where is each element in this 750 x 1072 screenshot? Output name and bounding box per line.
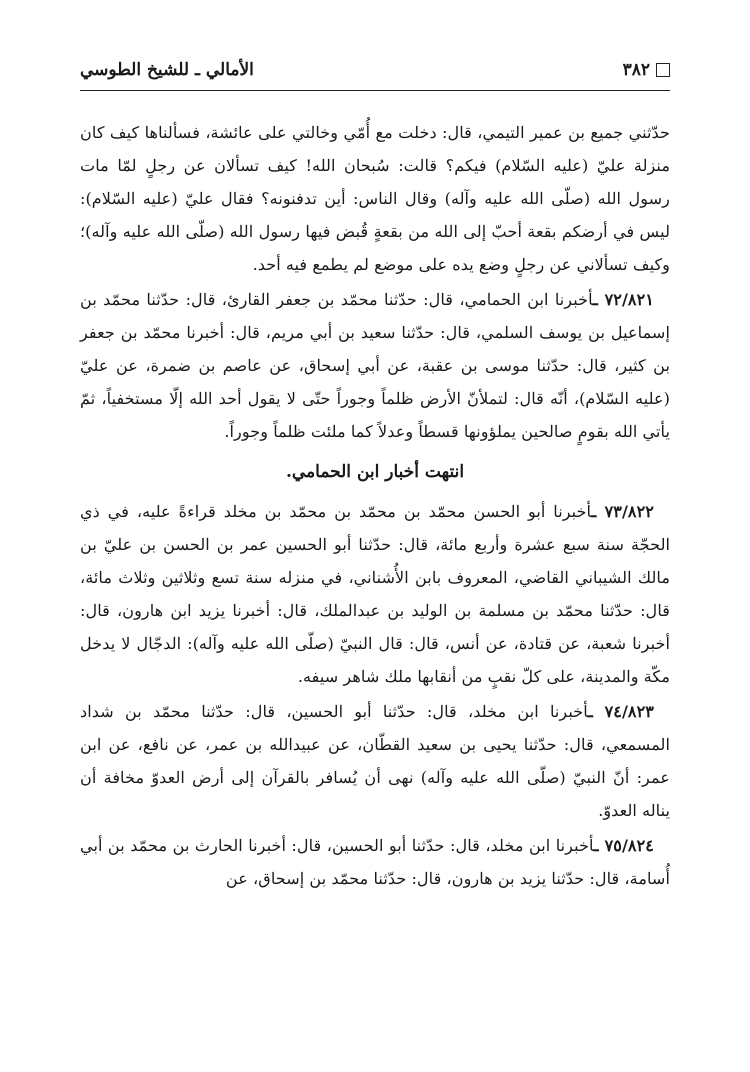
entry-number: ٧٣/٨٢٢ ـ	[591, 502, 654, 521]
hadith-entry	[80, 283, 670, 448]
paragraph-text: أخبرنا ابن الحمامي، قال: حدّثنا محمّد بن جعفر القارئ، قال: حدّثنا محمّد بن إسماعيل بن يوسف السلمي، قال: حدّثنا سعيد بن أبي مريم، قال: أخبرنا محمّد بن جعفر بن كثير، قال: حدّثنا موسى بن عقبة، عن أبي إسحاق، عن عاصم بن ضمرة، عن عليّ (عليه السّلام)، أنّه قال: لتملأنّ الأرض ظلماً وجوراً حتّى لا يقول أحد الله إلّا مستخفياً، ثمّ يأتي الله بقومٍ صالحين يملؤونها قسطاً وعدلاً كما ملئت ظلماً وجوراً.	[80, 290, 670, 441]
paragraph-continuation	[80, 116, 670, 281]
paragraph-text: أخبرنا ابن مخلد، قال: حدّثنا أبو الحسين، قال: أخبرنا الحارث بن محمّد بن أبي أُسامة، قال: حدّثنا يزيد بن هارون، قال: حدّثنا محمّد بن إسحاق، عن	[80, 836, 670, 888]
hadith-entry	[80, 829, 670, 895]
hadith-entry	[80, 495, 670, 693]
entry-number: ٧٤/٨٢٣ ـ	[588, 702, 654, 721]
entry-number: ٧٢/٨٢١ ـ	[593, 290, 654, 309]
section-end-heading: انتهت أخبار ابن الحمامي.	[285, 462, 465, 482]
page-number: ٣٨٢	[622, 60, 650, 80]
running-title: الأمالي ـ للشيخ الطوسي	[80, 60, 254, 80]
hadith-entry	[80, 695, 670, 827]
paragraph-text: أخبرنا ابن مخلد، قال: حدّثنا أبو الحسين، قال: حدّثنا محمّد بن شداد المسمعي، قال: حدّثنا يحيى بن سعيد القطّان، عن عبيدالله بن عمر، عن نافع، عن ابن عمر: أنّ النبيّ (صلّى الله عليه وآله) نهى أن يُسافر بالقرآن إلى أرض العدوّ مخافة أن يناله العدوّ.	[80, 702, 670, 820]
paragraph-text: أخبرنا أبو الحسن محمّد بن محمّد بن محمّد بن مخلد قراءةً عليه، في ذي الحجّة سنة سبع عشرة وأربع مائة، قال: حدّثنا أبو الحسين عمر بن الحسن بن عليّ بن مالك الشيباني القاضي، المعروف بابن الأُشناني، في منزله سنة تسع وثلاثين وثلاث مائة، قال: حدّثنا محمّد بن مسلمة بن الوليد بن عبدالملك، قال: أخبرنا يزيد ابن هارون، قال: أخبرنا شعبة، عن قتادة، عن أنس، قال: قال النبيّ (صلّى الله عليه وآله): الدجّال لا يدخل مكّة والمدينة، على كلّ نقبٍ من أنقابها ملك شاهر سيفه.	[80, 502, 670, 686]
entry-number: ٧٥/٨٢٤ ـ	[593, 836, 654, 855]
page-body	[80, 116, 670, 897]
page-number-block	[623, 60, 670, 80]
square-icon	[656, 63, 670, 77]
page-header	[80, 50, 670, 91]
paragraph-text: حدّثني جميع بن عمير التيمي، قال: دخلت مع أُمّي وخالتي على عائشة، فسألناها كيف كان منزلة عليّ (عليه السّلام) فيكم؟ قالت: سُبحان الله! كيف تسألان عن رجلٍ لمّا مات رسول الله (صلّى الله عليه وآله) وقال الناس: أين تدفنونه؟ فقال عليّ (عليه السّلام): ليس في أرضكم بقعة أحبّ إلى الله من بقعةٍ قُبض فيها رسول الله (صلّى الله عليه وآله)؛ وكيف تسألاني عن رجلٍ وضع يده على موضع لم يطمع فيه أحد.	[80, 123, 670, 274]
